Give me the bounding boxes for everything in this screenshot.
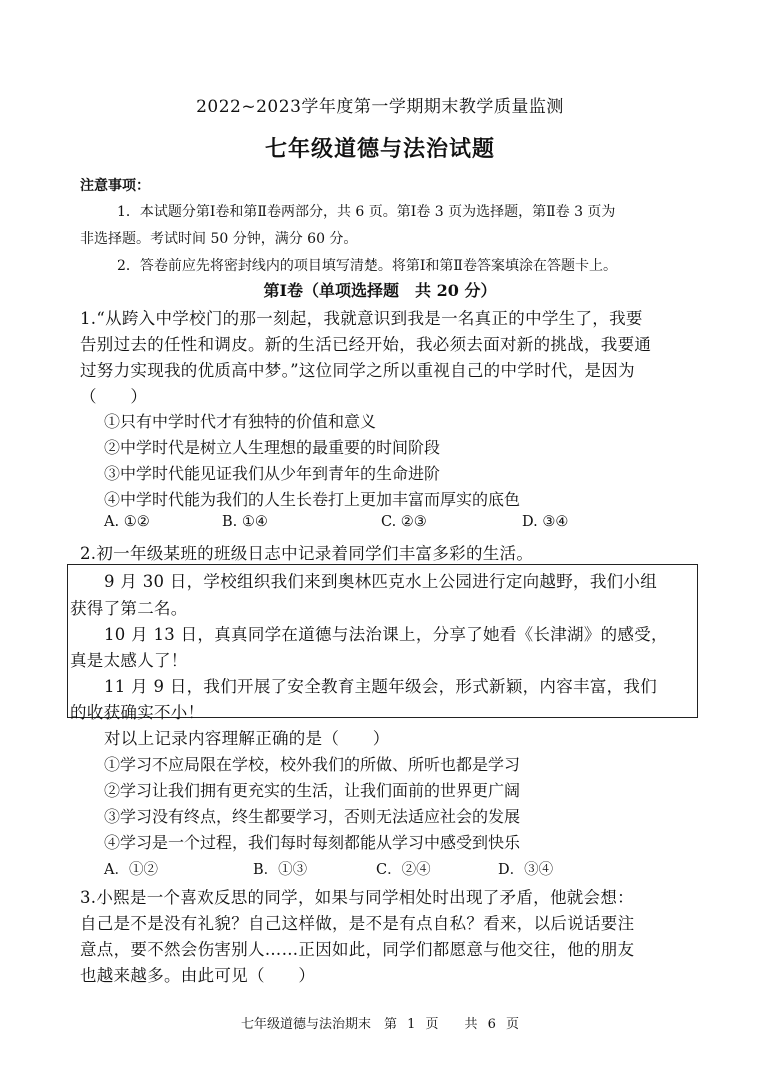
notice-label: 注意事项：	[80, 178, 150, 194]
diary-line-1: 9 月 30 日，学校组织我们来到奥林匹克水上公园进行定向越野，我们小组	[104, 572, 658, 591]
q2-line-1: 2.初一年级某班的班级日志中记录着同学们丰富多彩的生活。	[80, 544, 534, 563]
exam-title: 七年级道德与法治试题	[264, 136, 495, 162]
diary-line-5: 11 月 9 日，我们开展了安全教育主题年级会，形式新颖，内容丰富，我们	[104, 677, 658, 696]
section-heading: 第Ⅰ卷（单项选择题 共 20 分）	[263, 281, 497, 300]
q1-item-3: ③中学时代能见证我们从少年到青年的生命进阶	[104, 464, 441, 483]
q1-item-1: ①只有中学时代才有独特的价值和意义	[104, 412, 377, 431]
q2-item-4: ④学习是一个过程，我们每时每刻都能从学习中感受到快乐	[104, 833, 521, 852]
q1-choice-a: A. ①②	[104, 514, 150, 530]
q1-choice-d: D. ③④	[522, 514, 569, 530]
q1-choice-c: C. ②③	[381, 514, 427, 530]
q1-answer-blank: （ ）	[80, 387, 148, 406]
q2-choice-b: B．①③	[253, 862, 308, 878]
q1-line-3: 过努力实现我的优质高中梦。”这位同学之所以重视自己的中学时代，是因为	[80, 361, 635, 380]
q1-item-2: ②中学时代是树立人生理想的最重要的时间阶段	[104, 438, 441, 457]
q2-choice-a: A．①②	[104, 862, 158, 878]
q2-stem: 对以上记录内容理解正确的是（ ）	[104, 729, 390, 748]
page-footer: 七年级道德与法治期末 第 1 页 共 6 页	[240, 1017, 520, 1032]
q2-item-1: ①学习不应局限在学校，校外我们的所做、所听也都是学习	[104, 755, 521, 774]
diary-line-2: 获得了第二名。	[70, 599, 188, 618]
diary-line-3: 10 月 13 日，真真同学在道德与法治课上，分享了她看《长津湖》的感受，	[104, 625, 668, 644]
q2-choice-d: D．③④	[498, 862, 554, 878]
diary-line-4: 真是太感人了！	[70, 651, 188, 670]
q1-item-4: ④中学时代能为我们的人生长卷打上更加丰富而厚实的底色	[104, 490, 521, 509]
diary-line-6: 的收获确实不小！	[70, 703, 205, 722]
notice-line-1b: 非选择题。考试时间 50 分钟，满分 60 分。	[80, 231, 358, 247]
exam-header: 2022~2023学年度第一学期期末教学质量监测	[196, 97, 564, 117]
notice-line-1a: 1．本试题分第Ⅰ卷和第Ⅱ卷两部分，共 6 页。第Ⅰ卷 3 页为选择题，第Ⅱ卷 3 页为	[117, 204, 616, 220]
notice-line-2: 2．答卷前应先将密封线内的项目填写清楚。将第Ⅰ和第Ⅱ卷答案填涂在答题卡上。	[117, 258, 617, 274]
q2-item-2: ②学习让我们拥有更充实的生活，让我们面前的世界更广阔	[104, 781, 521, 800]
q1-line-2: 告别过去的任性和调皮。新的生活已经开始，我必须去面对新的挑战，我要通	[80, 335, 652, 354]
q3-line-3: 意点，要不然会伤害别人……正因如此，同学们都愿意与他交往，他的朋友	[80, 940, 635, 959]
q2-choice-c: C．②④	[376, 862, 431, 878]
q1-choice-b: B. ①④	[222, 514, 268, 530]
q1-line-1: 1.“从跨入中学校门的那一刻起，我就意识到我是一名真正的中学生了，我要	[80, 309, 643, 328]
q2-item-3: ③学习没有终点，终生都要学习，否则无法适应社会的发展	[104, 807, 521, 826]
q3-line-4: 也越来越多。由此可见（ ）	[80, 966, 316, 985]
q3-line-1: 3.小熙是一个喜欢反思的同学，如果与同学相处时出现了矛盾，他就会想：	[80, 888, 634, 907]
q3-line-2: 自己是不是没有礼貌？自己这样做，是不是有点自私？看来，以后说话要注	[80, 914, 635, 933]
